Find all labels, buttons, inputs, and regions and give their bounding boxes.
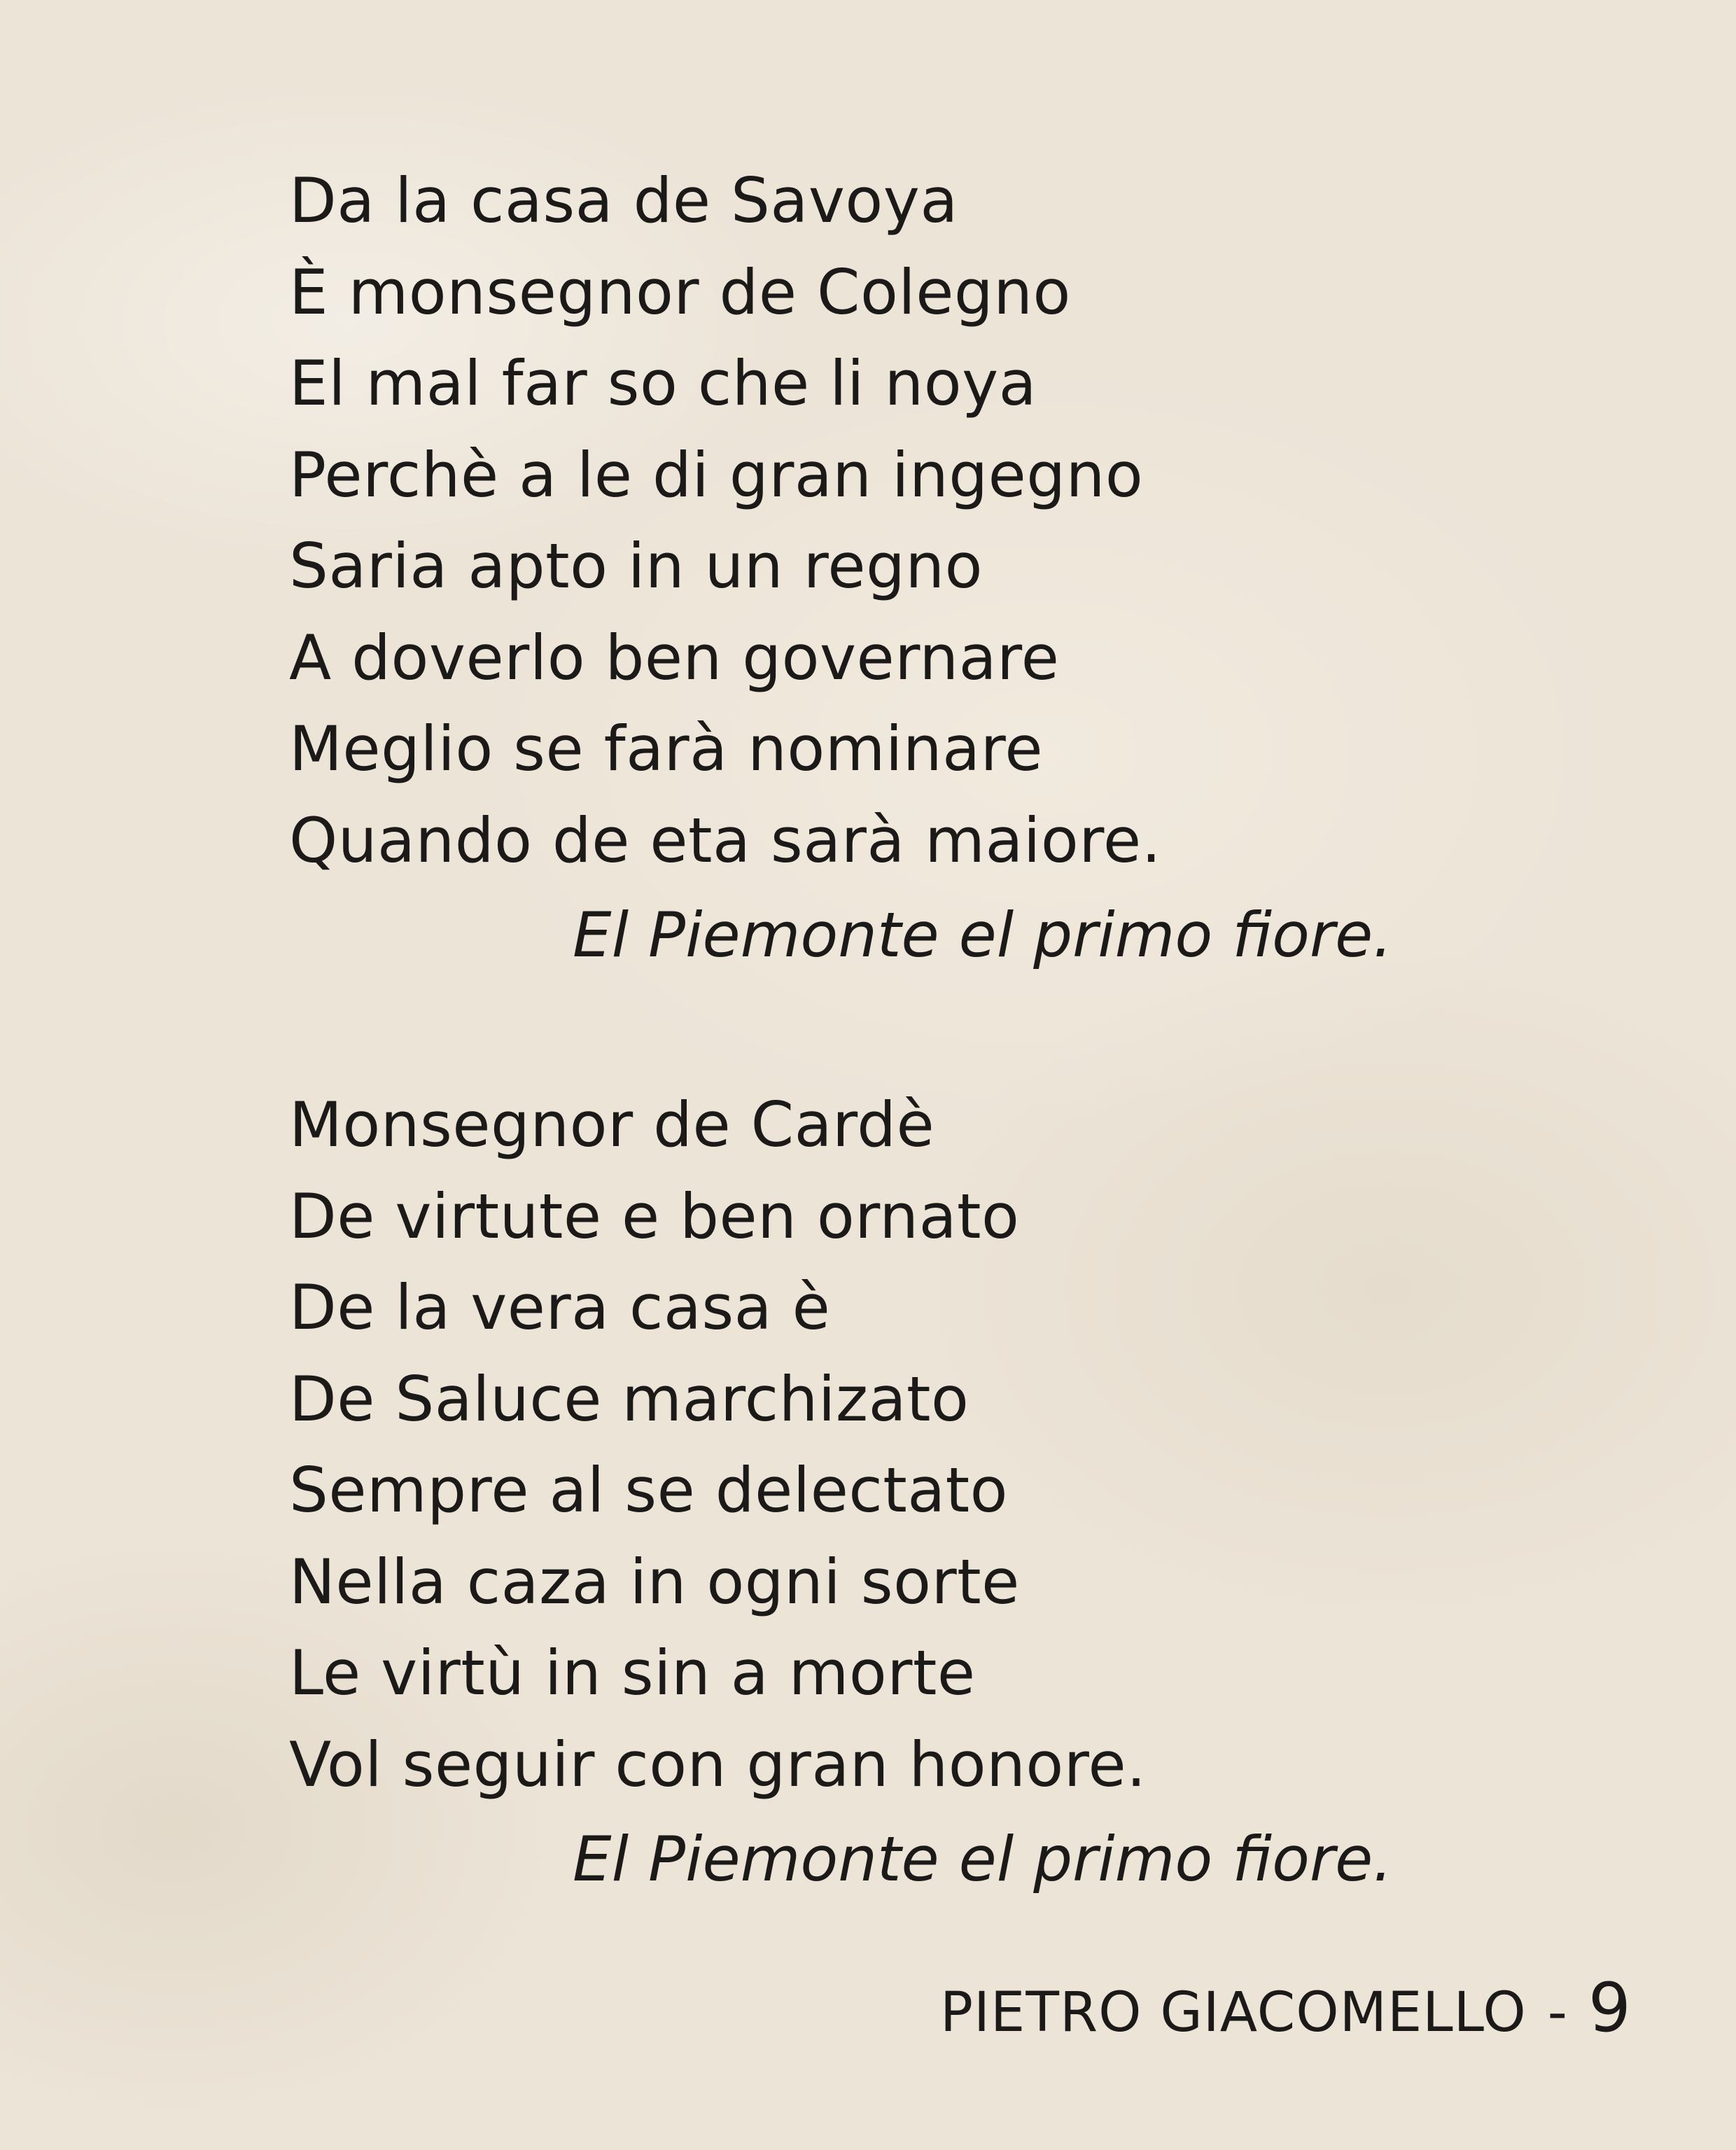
verse-line: Nella caza in ogni sorte	[289, 1545, 1020, 1618]
verse-line: De virtute e ben ornato	[289, 1180, 1020, 1252]
footer-separator: -	[1547, 1981, 1567, 2044]
refrain-line: El Piemonte el primo fiore.	[573, 1823, 1393, 1895]
verse-line: Sempre al se delectato	[289, 1454, 1008, 1526]
footer-author: PIETRO GIACOMELLO	[940, 1981, 1527, 2044]
verse-line: È monsegnor de Colegno	[289, 256, 1071, 328]
verse-line: Meglio se farà nominare	[289, 713, 1043, 785]
verse-line: Le virtù in sin a morte	[289, 1637, 976, 1709]
verse-line: Da la casa de Savoya	[289, 165, 958, 237]
refrain-line: El Piemonte el primo fiore.	[573, 899, 1393, 971]
verse-line: De Saluce marchizato	[289, 1362, 969, 1435]
stanza-1	[289, 155, 1549, 984]
verse-line: Monsegnor de Cardè	[289, 1089, 935, 1161]
page-footer	[940, 1969, 1631, 2047]
verse-line: A doverlo ben governare	[289, 621, 1060, 694]
verse-line: De la vera casa è	[289, 1271, 831, 1343]
verse-line: Saria apto in un regno	[289, 530, 983, 602]
verse-line: Quando de eta sarà maiore.	[289, 804, 1162, 877]
stanza-2	[289, 1080, 1549, 1908]
verse-line: Perchè a le di gran ingegno	[289, 438, 1144, 511]
verse-line: Vol seguir con gran honore.	[289, 1728, 1147, 1801]
page-number: 9	[1588, 1969, 1631, 2047]
verse-line: El mal far so che li noya	[289, 347, 1037, 419]
